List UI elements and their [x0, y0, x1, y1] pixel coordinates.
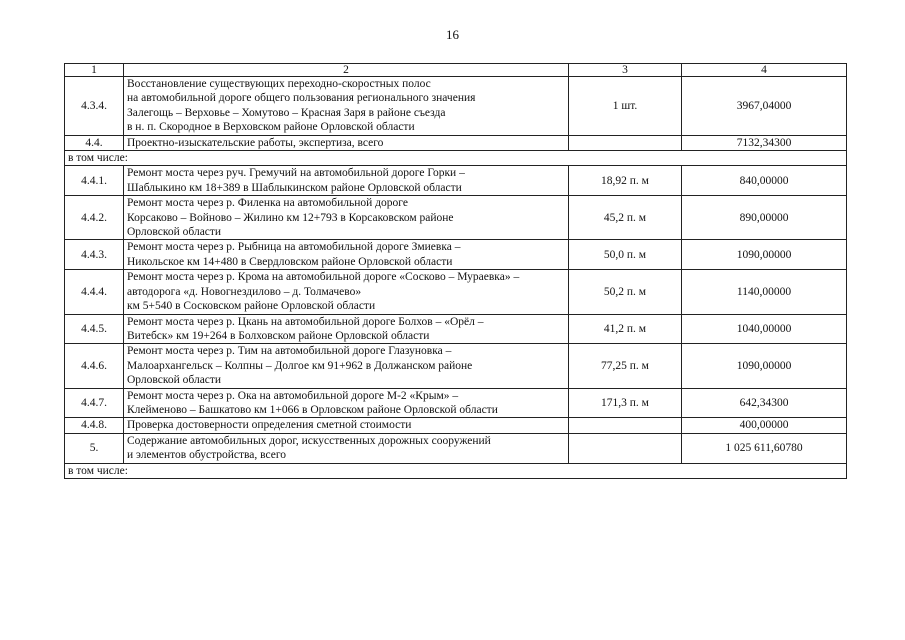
item-quantity	[569, 433, 682, 463]
item-description	[124, 344, 569, 388]
header-col-2: 2	[124, 64, 569, 77]
item-description	[124, 314, 569, 344]
item-amount: 400,00000	[682, 418, 847, 433]
item-number: 4.4.6.	[65, 344, 124, 388]
item-description	[124, 166, 569, 196]
table-header-row	[65, 64, 847, 77]
description-line: в н. п. Скородное в Верховском районе Орловской области	[127, 121, 415, 134]
description-line: Проверка достоверности определения сметной стоимости	[127, 419, 412, 432]
item-amount: 1090,00000	[682, 240, 847, 270]
table-row	[65, 196, 847, 240]
table-row	[65, 77, 847, 136]
item-number: 4.4.8.	[65, 418, 124, 433]
description-line: Никольское км 14+480 в Свердловском районе Орловской области	[127, 255, 453, 268]
item-number: 4.4.1.	[65, 166, 124, 196]
table-row	[65, 166, 847, 196]
description-line: и элементов обустройства, всего	[127, 449, 287, 462]
table-row	[65, 270, 847, 314]
item-description	[124, 270, 569, 314]
description-line: км 5+540 в Сосковском районе Орловской области	[127, 300, 376, 313]
item-amount: 3967,04000	[682, 77, 847, 136]
description-line: Орловской области	[127, 226, 222, 239]
table-body	[65, 64, 847, 479]
item-number: 4.3.4.	[65, 77, 124, 136]
item-description	[124, 433, 569, 463]
header-col-3: 3	[569, 64, 682, 77]
table-row	[65, 418, 847, 433]
header-col-4: 4	[682, 64, 847, 77]
item-number: 4.4.4.	[65, 270, 124, 314]
item-quantity: 41,2 п. м	[569, 314, 682, 344]
item-quantity: 18,92 п. м	[569, 166, 682, 196]
description-line: Ремонт моста через руч. Гремучий на автомобильной дороге Горки –	[127, 167, 465, 180]
table-row	[65, 344, 847, 388]
description-line: Ремонт моста через р. Рыбница на автомобильной дороге Змиевка –	[127, 241, 461, 254]
item-amount: 1 025 611,60780	[682, 433, 847, 463]
item-amount: 642,34300	[682, 388, 847, 418]
page-number: 16	[446, 27, 459, 42]
item-quantity: 50,2 п. м	[569, 270, 682, 314]
item-description	[124, 240, 569, 270]
item-amount: 1090,00000	[682, 344, 847, 388]
item-description	[124, 388, 569, 418]
description-line: Ремонт моста через р. Ока на автомобильной дороге М-2 «Крым» –	[127, 389, 459, 402]
item-number: 4.4.2.	[65, 196, 124, 240]
item-quantity: 77,25 п. м	[569, 344, 682, 388]
table-row	[65, 240, 847, 270]
description-line: Витебск» км 19+264 в Болховском районе Орловской области	[127, 329, 430, 342]
description-line: Восстановление существующих переходно-скоростных полос	[127, 78, 431, 90]
description-line: Ремонт моста через р. Тим на автомобильной дороге Глазуновка –	[127, 345, 452, 358]
description-line: Ремонт моста через р. Филенка на автомобильной дороге	[127, 197, 408, 210]
item-quantity: 50,0 п. м	[569, 240, 682, 270]
item-number: 5.	[65, 433, 124, 463]
item-description	[124, 77, 569, 136]
description-line: Ремонт моста через р. Крома на автомобильной дороге «Сосково – Мураевка» –	[127, 271, 520, 284]
description-line: Залегощь – Верховье – Хомутово – Красная Заря в районе съезда	[127, 106, 446, 119]
table-row	[65, 388, 847, 418]
description-line: Орловской области	[127, 374, 222, 387]
including-label: в том числе:	[65, 463, 847, 478]
item-quantity	[569, 135, 682, 150]
item-number: 4.4.3.	[65, 240, 124, 270]
description-line: Шаблыкино км 18+389 в Шаблыкинском районе Орловской области	[127, 181, 462, 194]
item-description	[124, 418, 569, 433]
description-line: Содержание автомобильных дорог, искусственных дорожных сооружений	[127, 434, 491, 447]
item-amount: 1140,00000	[682, 270, 847, 314]
subtotal-label-row	[65, 151, 847, 166]
description-line: Ремонт моста через р. Цкань на автомобильной дороге Болхов – «Орёл –	[127, 315, 484, 328]
item-number: 4.4.	[65, 135, 124, 150]
item-quantity: 45,2 п. м	[569, 196, 682, 240]
table-row	[65, 314, 847, 344]
item-quantity: 171,3 п. м	[569, 388, 682, 418]
description-line: Корсаково – Войново – Жилино км 12+793 в Корсаковском районе	[127, 211, 454, 224]
description-line: Клейменово – Башкатово км 1+066 в Орловском районе Орловской области	[127, 403, 498, 416]
description-line: Малоархангельск – Колпны – Долгое км 91+962 в Должанском районе	[127, 359, 473, 372]
description-line: Проектно-изыскательские работы, экспертиза, всего	[127, 136, 384, 149]
header-col-1: 1	[65, 64, 124, 77]
item-amount: 840,00000	[682, 166, 847, 196]
budget-table	[64, 63, 847, 479]
item-description	[124, 135, 569, 150]
item-description	[124, 196, 569, 240]
table-row	[65, 135, 847, 150]
item-quantity: 1 шт.	[569, 77, 682, 136]
item-amount: 7132,34300	[682, 135, 847, 150]
item-quantity	[569, 418, 682, 433]
including-label: в том числе:	[65, 151, 847, 166]
description-line: автодорога «д. Новогнездилово – д. Толмачево»	[127, 285, 362, 298]
item-amount: 1040,00000	[682, 314, 847, 344]
item-number: 4.4.7.	[65, 388, 124, 418]
description-line: на автомобильной дороге общего пользования регионального значения	[127, 92, 476, 105]
item-amount: 890,00000	[682, 196, 847, 240]
table-row	[65, 433, 847, 463]
item-number: 4.4.5.	[65, 314, 124, 344]
subtotal-label-row	[65, 463, 847, 478]
